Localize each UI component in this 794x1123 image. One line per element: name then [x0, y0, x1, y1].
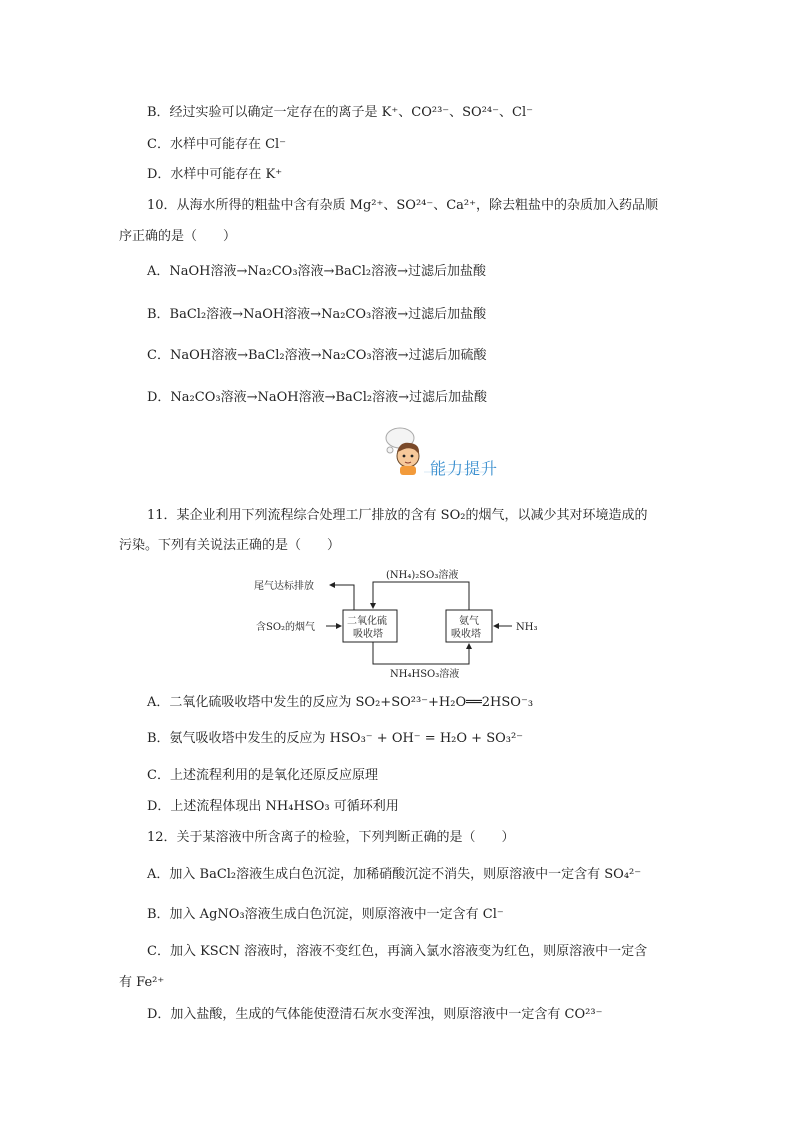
q12-option-c-line1: C．加入 KSCN 溶液时，溶液不变红色，再滴入氯水溶液变为红色，则原溶液中一定含 — [147, 944, 648, 959]
nh3-absorber-line1: 氨气 — [459, 616, 479, 627]
q9-option-b: B．经过实验可以确定一定存在的离子是 K⁺、CO²³⁻、SO²⁴⁻、Cl⁻ — [147, 105, 533, 120]
q11-option-b: B．氨气吸收塔中发生的反应为 HSO₃⁻ + OH⁻ = H₂O + SO₃²⁻ — [147, 731, 524, 746]
top-flow-label: (NH₄)₂SO₃溶液 — [386, 570, 459, 581]
q10-option-b: B．BaCl₂溶液→NaOH溶液→Na₂CO₃溶液→过滤后加盐酸 — [147, 307, 487, 322]
q10-stem-line1: 10．从海水所得的粗盐中含有杂质 Mg²⁺、SO²⁴⁻、Ca²⁺，除去粗盐中的杂质加入药品顺 — [147, 198, 658, 213]
q12-stem: 12．关于某溶液中所含离子的检验，下列判断正确的是（ ） — [147, 830, 515, 845]
nh3-input-label: NH₃ — [516, 622, 538, 633]
so2-absorber-line1: 二氧化硫 — [347, 616, 387, 627]
q11-option-a: A．二氧化硫吸收塔中发生的反应为 SO₂+SO²³⁻+H₂O══2HSO⁻₃ — [147, 695, 534, 710]
bottom-flow-label: NH₄HSO₃溶液 — [390, 669, 460, 680]
so2-absorber-line2: 吸收塔 — [353, 629, 383, 640]
q10-option-c: C．NaOH溶液→BaCl₂溶液→Na₂CO₃溶液→过滤后加硫酸 — [147, 348, 487, 363]
q9-option-c: C．水样中可能存在 Cl⁻ — [147, 137, 287, 152]
q11-option-c: C．上述流程利用的是氧化还原反应原理 — [147, 768, 378, 783]
q12-option-a: A．加入 BaCl₂溶液生成白色沉淀，加稀硝酸沉淀不消失，则原溶液中一定含有 SO₄²⁻ — [147, 867, 642, 882]
q12-option-c-line2: 有 Fe²⁺ — [119, 975, 165, 990]
q11-stem-line1: 11．某企业利用下列流程综合处理工厂排放的含有 SO₂的烟气，以减少其对环境造成的 — [147, 508, 648, 523]
q11-stem-line2: 污染。下列有关说法正确的是（ ） — [119, 538, 341, 553]
process-flow-diagram — [250, 566, 550, 682]
q12-option-b: B．加入 AgNO₃溶液生成白色沉淀，则原溶液中一定含有 Cl⁻ — [147, 907, 504, 922]
q11-option-d: D．上述流程体现出 NH₄HSO₃ 可循环利用 — [147, 799, 399, 814]
section-title: 能力提升 — [430, 459, 499, 478]
input-label: 含SO₂的烟气 — [256, 622, 316, 633]
q10-option-a: A．NaOH溶液→Na₂CO₃溶液→BaCl₂溶液→过滤后加盐酸 — [147, 264, 486, 279]
q10-option-d: D．Na₂CO₃溶液→NaOH溶液→BaCl₂溶液→过滤后加盐酸 — [147, 390, 487, 405]
q12-option-d: D．加入盐酸，生成的气体能使澄清石灰水变浑浊，则原溶液中一定含有 CO²³⁻ — [147, 1007, 603, 1022]
exhaust-label: 尾气达标排放 — [254, 581, 314, 592]
nh3-absorber-line2: 吸收塔 — [451, 629, 481, 640]
q9-option-d: D．水样中可能存在 K⁺ — [147, 167, 283, 182]
q10-stem-line2: 序正确的是（ ） — [119, 229, 237, 244]
